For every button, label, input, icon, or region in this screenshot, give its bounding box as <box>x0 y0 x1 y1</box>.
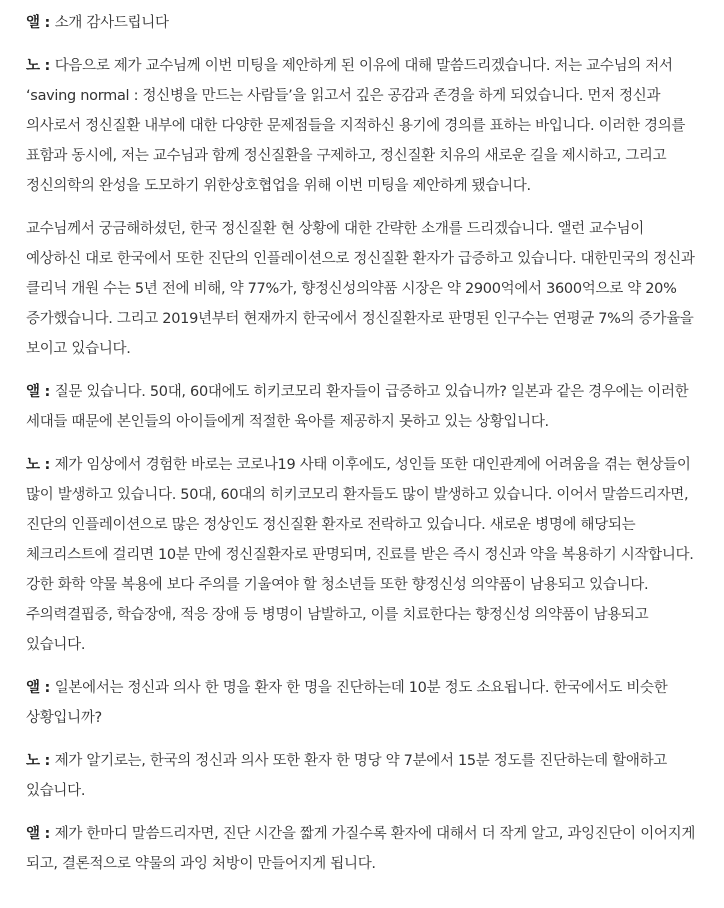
paragraph-text: 소개 감사드립니다 <box>54 15 169 31</box>
speaker-label: 앨 : <box>26 826 55 842</box>
transcript-paragraph <box>26 377 698 437</box>
paragraph-text: 교수님께서 궁금해하셨던, 한국 정신질환 현 상황에 대한 간략한 소개를 드리겠습니다. 앨런 교수님이 예상하신 대로 한국에서 또한 진단의 인플레이션으로 정신질환 환자가 급증하고 있습니다. 대한민국의 정신과 클리닉 개원 수는 5년 전에 비해, 약 77%가, 향정신성의약품 시장은 약 2900억에서 3600억으로 약 20% 증가했습니다. 그리고 2019년부터 현재까지 한국에서 정신질환자로 판명된 인구수는 연평균 7%의 증가율을 보이고 있습니다. <box>26 221 695 357</box>
transcript-paragraph <box>26 51 698 201</box>
paragraph-text: 질문 있습니다. 50대, 60대에도 히키코모리 환자들이 급증하고 있습니까? 일본과 같은 경우에는 이러한 세대들 때문에 본인들의 아이들에게 적절한 육아를 제공하지 못하고 있는 상황입니다. <box>26 384 689 430</box>
paragraph-text: 제가 알기로는, 한국의 정신과 의사 또한 환자 한 명당 약 7분에서 15분 정도를 진단하는데 할애하고 있습니다. <box>26 753 667 799</box>
paragraph-text: 제가 한마디 말씀드리자면, 진단 시간을 짧게 가질수록 환자에 대해서 더 작게 알고, 과잉진단이 이어지게 되고, 결론적으로 약물의 과잉 처방이 만들어지게 됩니다. <box>26 826 696 872</box>
speaker-label: 앨 : <box>26 680 55 696</box>
speaker-label: 앨 : <box>26 15 55 31</box>
paragraph-text: 다음으로 제가 교수님께 이번 미팅을 제안하게 된 이유에 대해 말씀드리겠습니다. 저는 교수님의 저서 ‘saving normal : 정신병을 만드는 사람들’을 읽고서 깊은 공감과 존경을 하게 되었습니다. 먼저 정신과 의사로서 정신질환 내부에 대한 다양한 문제점들을 지적하신 용기에 경의를 표하는 바입니다. 이러한 경의를 표함과 동시에, 저는 교수님과 함께 정신질환을 구제하고, 정신질환 치유의 새로운 길을 제시하고, 그리고 정신의학의 완성을 도모하기 위한상호협업을 위해 이번 미팅을 제안하게 됐습니다. <box>26 58 686 194</box>
transcript-paragraph <box>26 819 698 879</box>
speaker-label: 노 : <box>26 457 55 473</box>
transcript-paragraph <box>26 214 698 364</box>
speaker-label: 노 : <box>26 753 55 769</box>
speaker-label: 앨 : <box>26 384 55 400</box>
paragraph-text: 일본에서는 정신과 의사 한 명을 환자 한 명을 진단하는데 10분 정도 소요됩니다. 한국에서도 비슷한 상황입니까? <box>26 680 668 726</box>
speaker-label: 노 : <box>26 58 55 74</box>
transcript-paragraph <box>26 673 698 733</box>
transcript-paragraph <box>26 746 698 806</box>
transcript-paragraph <box>26 450 698 660</box>
paragraph-text: 제가 임상에서 경험한 바로는 코로나19 사태 이후에도, 성인들 또한 대인관계에 어려움을 겪는 현상들이 많이 발생하고 있습니다. 50대, 60대의 히키코모리 환자들도 많이 발생하고 있습니다. 이어서 말씀드리자면, 진단의 인플레이션으로 많은 정상인도 정신질환 환자로 전락하고 있습니다. 새로운 병명에 해당되는 체크리스트에 걸리면 10분 만에 정신질환자로 판명되며, 진료를 받은 즉시 정신과 약을 복용하기 시작합니다. 강한 화학 약물 복용에 보다 주의를 기울여야 할 청소년들 또한 향정신성 의약품이 남용되고 있습니다. 주의력결핍증, 학습장애, 적응 장애 등 병명이 남발하고, 이를 치료한다는 향정신성 의약품이 남용되고 있습니다. <box>26 457 694 653</box>
transcript-paragraph <box>26 8 698 38</box>
